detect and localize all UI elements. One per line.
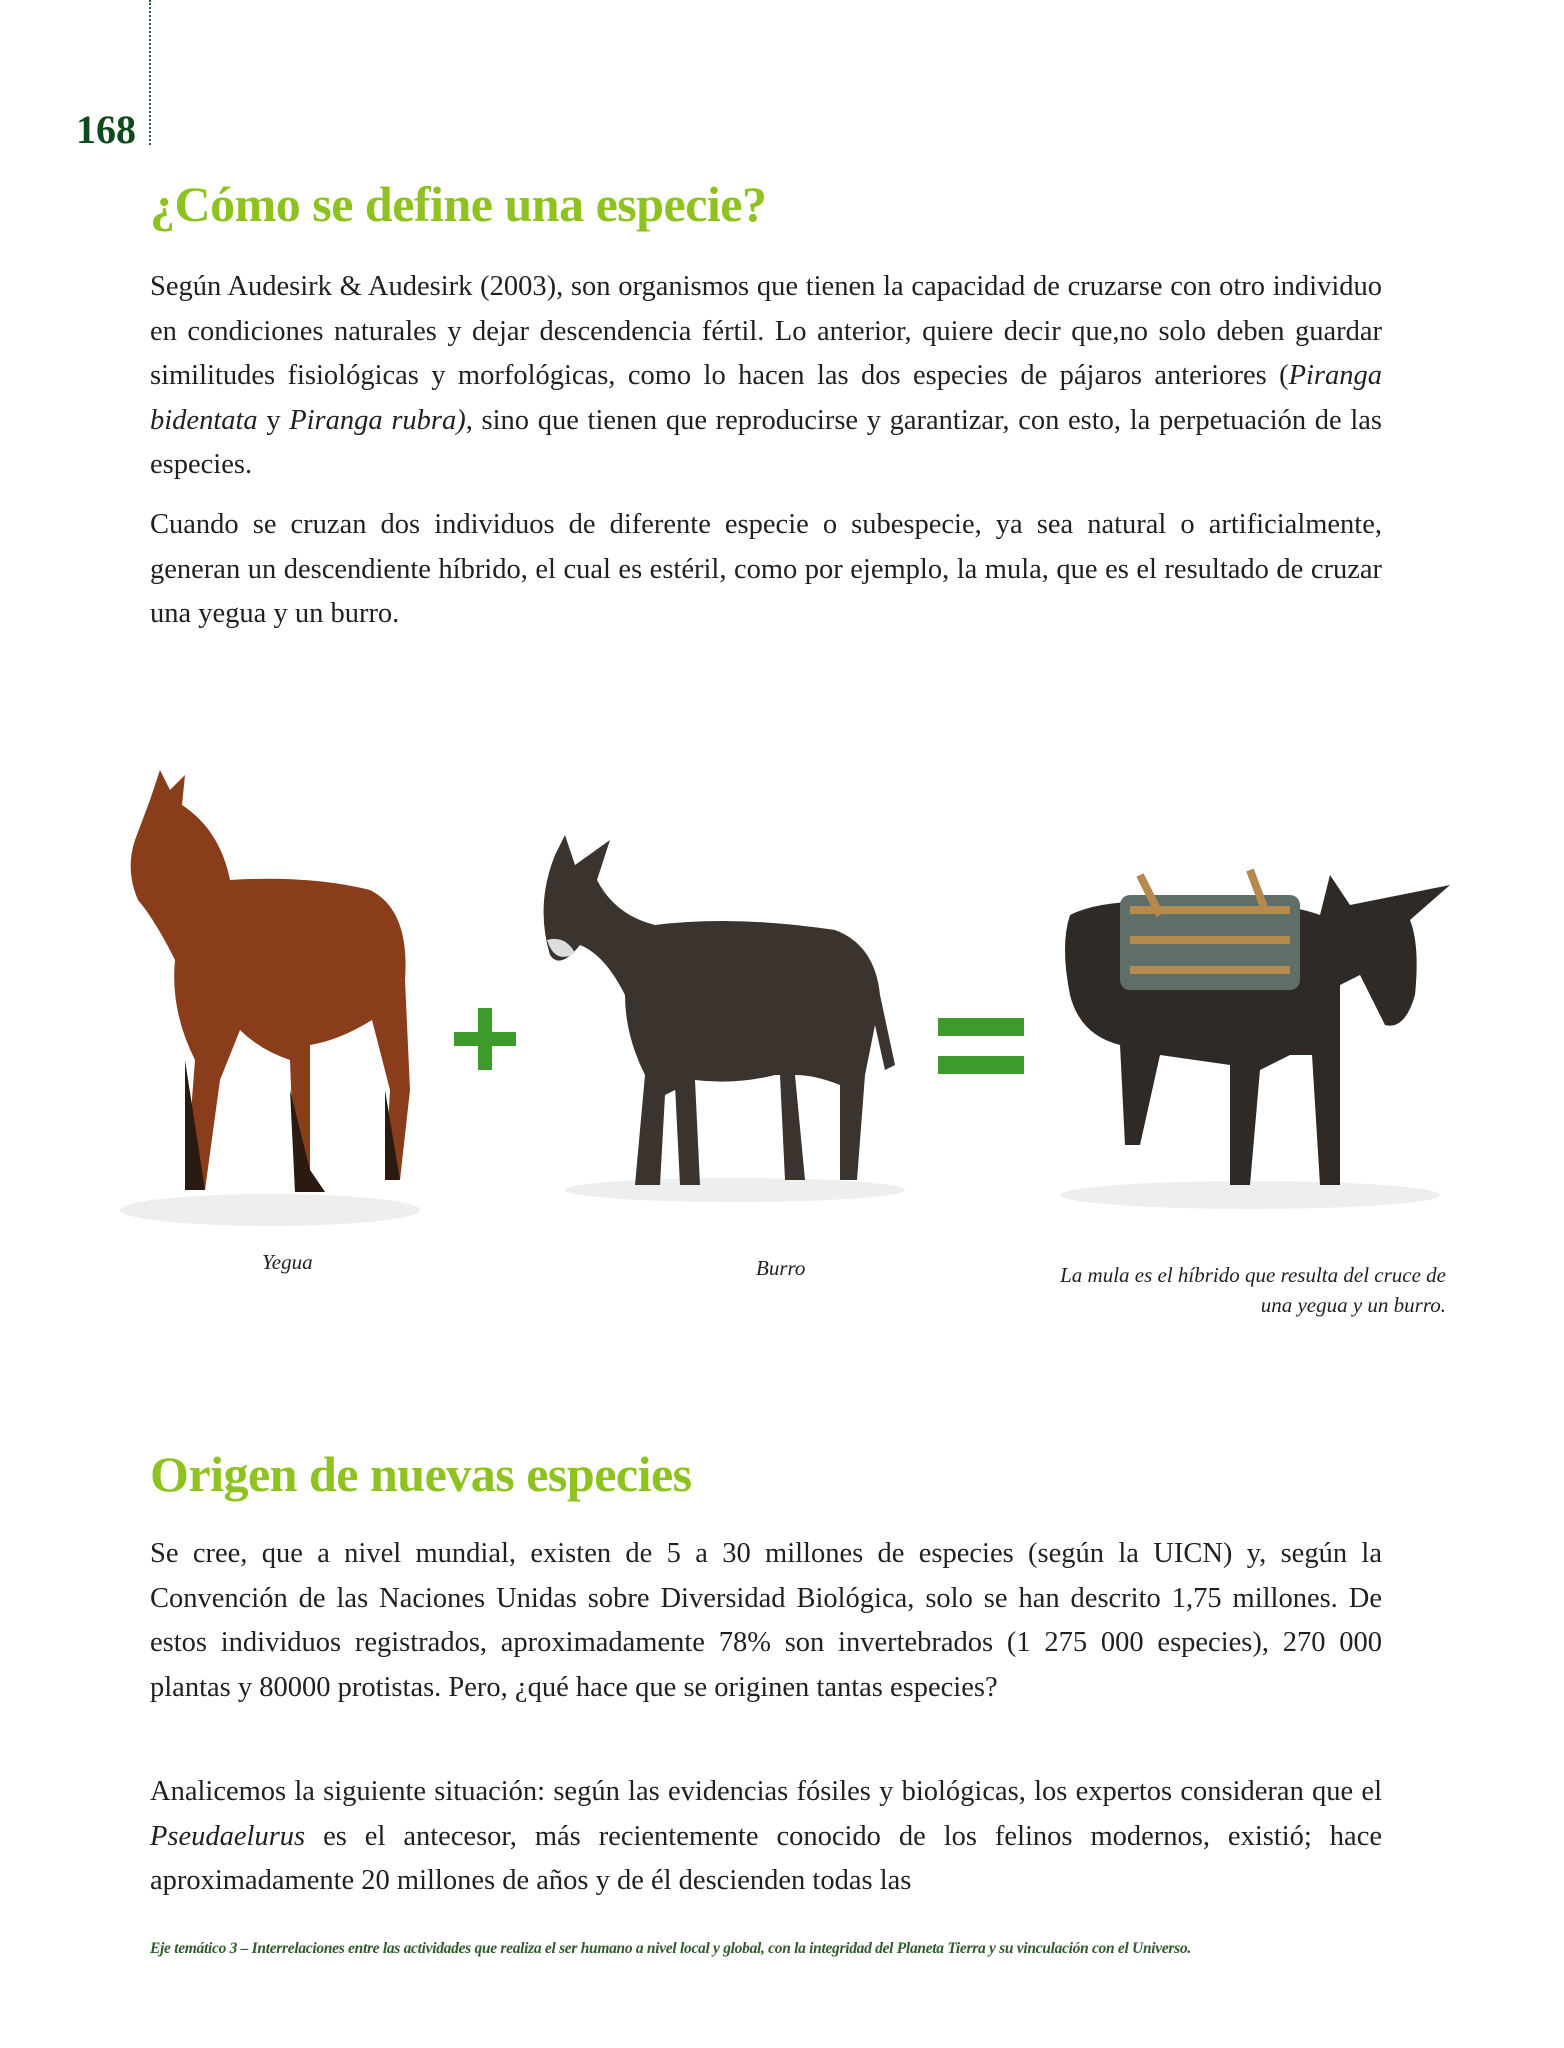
- scientific-name: Piranga rubra): [289, 404, 466, 436]
- caption-mule: [1060, 1260, 1446, 1320]
- text: Analicemos la siguiente situación: según las evidencias fósiles y biológicas, los expertos consideran que el: [150, 1776, 1382, 1807]
- caption-mule-line: una yegua y un burro.: [1260, 1293, 1446, 1317]
- caption-horse: Yegua: [262, 1250, 313, 1274]
- section-title-species-definition: ¿Cómo se define una especie?: [150, 176, 767, 232]
- scientific-name: Pseudaelurus: [150, 1820, 306, 1852]
- paragraph-hybrid: Cuando se cruzan dos individuos de diferente especie o subespecie, ya sea natural o artificialmente, generan un descendiente híbrido, el cual es estéril, como por ejemplo, la mula, que es el resultado de cruzar una yegua y un burro.: [150, 509, 1382, 629]
- caption-mule-line: La mula es el híbrido que resulta del cruce de: [1060, 1263, 1446, 1287]
- text: Según Audesirk & Audesirk (2003), son organismos que tienen la capacidad de cruzarse con otro individuo en condiciones naturales y dejar descendencia fértil. Lo anterior, quiere decir que,no solo deben guardar similitudes fisiológicas y morfológicas, como lo hacen las dos especies de pájaros anteriores (: [150, 271, 1382, 391]
- paragraph-pseudaelurus: [150, 1770, 1382, 1904]
- plus-sign: [454, 1008, 516, 1074]
- donkey-image: [535, 835, 915, 1205]
- caption-donkey: Burro: [756, 1256, 806, 1280]
- mule-image: [1050, 855, 1470, 1215]
- horse-image: [110, 760, 430, 1230]
- paragraph-species-definition: [150, 265, 1382, 488]
- text: es el antecesor, más recientemente conocido de los felinos modernos, existió; hace aproximadamente 20 millones de años y de él descienden todas las: [150, 1820, 1382, 1896]
- scientific-name: Piranga bidentata: [150, 360, 1382, 436]
- paragraph-species-count: Se cree, que a nivel mundial, existen de 5 a 30 millones de especies (según la UICN) y, según la Convención de las Naciones Unidas sobre Diversidad Biológica, solo se han descrito 1,75 millones. De estos individuos registrados, aproximadamente 78% son invertebrados (1 275 000 especies), 270 000 plantas y 80000 protistas. Pero, ¿qué hace que se originen tantas especies?: [150, 1538, 1382, 1703]
- section-title-new-species: Origen de nuevas especies: [150, 1446, 692, 1502]
- margin-dotted-line: [149, 0, 151, 145]
- page-number: 168: [76, 107, 136, 152]
- footer-axis-title: Eje temático 3 – Interrelaciones entre las actividades que realiza el ser humano a nivel local y global, con la integridad del Planeta Tierra y su vinculación con el Universo.: [150, 1940, 1191, 1957]
- equals-sign: [938, 1018, 1024, 1080]
- text: , sino que tienen que reproducirse y garantizar, con esto, la perpetuación de las especies.: [150, 404, 1383, 480]
- text: y: [257, 404, 290, 436]
